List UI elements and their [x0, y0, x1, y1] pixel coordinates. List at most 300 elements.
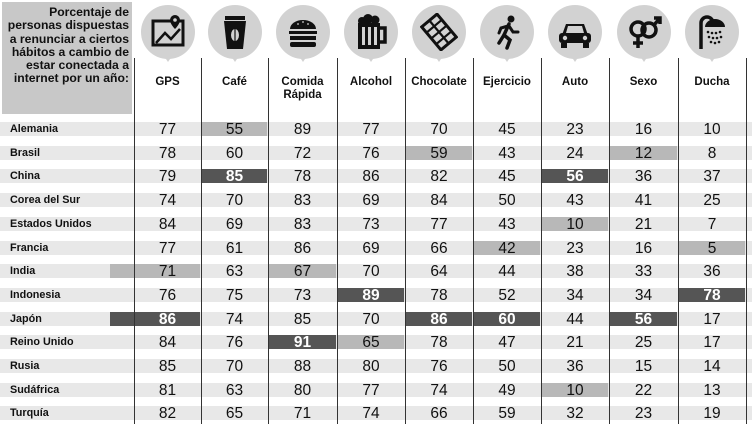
column-header-sexo [609, 0, 678, 118]
value-text: 89 [293, 121, 312, 138]
value-cell-gps [134, 379, 201, 403]
value-text: 75 [225, 286, 244, 304]
column-label: GPS [155, 76, 180, 88]
value-cell-ducha [678, 165, 746, 189]
value-cell-auto [541, 379, 609, 403]
value-text: 5 [707, 239, 717, 257]
column-label: Ejercicio [483, 76, 531, 88]
column-header-ejercicio [473, 0, 541, 118]
value-cell-alcohol [337, 118, 405, 142]
value-cell-alcohol [337, 402, 405, 426]
value-cell-comida-rapida [268, 189, 337, 213]
value-cell-ejercicio [473, 308, 541, 332]
value-text: 86 [362, 168, 380, 186]
value-cell-gps [134, 189, 201, 213]
value-text: 17 [703, 334, 721, 352]
value-text: 70 [225, 192, 244, 210]
value-cell-ejercicio [473, 189, 541, 213]
column-header-alcohol [337, 0, 405, 118]
value-cell-comida-rapida [268, 331, 337, 355]
value-cell-sexo [609, 308, 678, 332]
value-text: 91 [293, 334, 312, 352]
value-text: 60 [225, 144, 244, 162]
table-row [0, 331, 752, 355]
value-text: 10 [566, 381, 584, 399]
gender-symbols-icon [617, 5, 671, 59]
value-cell-chocolate [405, 379, 473, 403]
value-cell-comida-rapida [268, 118, 337, 142]
value-cell-sexo [609, 189, 678, 213]
value-text: 88 [293, 358, 312, 375]
value-text: 71 [293, 405, 312, 423]
value-cell-ducha [678, 118, 746, 142]
value-cell-cafe [201, 379, 268, 403]
value-cell-cafe [201, 213, 268, 237]
value-cell-cafe [201, 402, 268, 426]
value-cell-gps [134, 355, 201, 379]
value-text: 52 [498, 286, 516, 304]
value-text: 73 [362, 215, 380, 233]
value-cell-chocolate [405, 142, 473, 166]
value-text: 74 [430, 381, 448, 399]
value-cell-alcohol [337, 260, 405, 284]
value-text: 17 [703, 310, 721, 328]
value-text: 69 [362, 239, 380, 257]
table-row [0, 237, 752, 261]
value-cell-sexo [609, 379, 678, 403]
table-row [0, 118, 752, 142]
value-cell-alcohol [337, 331, 405, 355]
column-divider [678, 58, 679, 424]
value-text: 33 [634, 263, 653, 281]
value-text: 83 [293, 215, 312, 233]
value-text: 34 [566, 286, 584, 304]
table-row [0, 189, 752, 213]
column-divider [268, 58, 269, 424]
value-text: 43 [566, 192, 584, 210]
value-cell-ducha [678, 284, 746, 308]
value-text: 24 [566, 144, 584, 162]
value-cell-cafe [201, 237, 268, 261]
chart-title: Porcentaje de personas dispuestas a renunciar a ciertos hábitos a cambio de estar conectada a internet por un año: [2, 2, 132, 114]
value-cell-gps [134, 308, 201, 332]
value-cell-sexo [609, 355, 678, 379]
value-cell-sexo [609, 260, 678, 284]
country-label: Corea del Sur [10, 194, 81, 207]
value-cell-chocolate [405, 237, 473, 261]
value-text: 14 [703, 358, 721, 375]
value-text: 86 [430, 310, 448, 328]
value-text: 44 [498, 263, 516, 281]
value-cell-sexo [609, 331, 678, 355]
column-header-auto [541, 0, 609, 118]
table-row [0, 308, 752, 332]
country-label: Sudáfrica [10, 383, 60, 396]
value-text: 73 [293, 286, 312, 304]
value-cell-gps [134, 331, 201, 355]
column-header-gps [134, 0, 201, 118]
value-cell-ducha [678, 355, 746, 379]
running-person-icon [480, 5, 534, 59]
value-text: 80 [362, 358, 380, 375]
value-cell-alcohol [337, 165, 405, 189]
value-text: 89 [362, 286, 380, 304]
value-text: 65 [362, 334, 380, 352]
value-cell-auto [541, 165, 609, 189]
value-text: 32 [566, 405, 584, 423]
value-cell-chocolate [405, 213, 473, 237]
shower-icon [685, 5, 739, 59]
value-cell-ejercicio [473, 402, 541, 426]
value-text: 25 [703, 192, 721, 210]
value-text: 66 [430, 405, 448, 423]
column-label: Auto [561, 76, 589, 88]
value-text: 85 [158, 358, 177, 375]
value-text: 36 [566, 358, 584, 375]
value-text: 70 [430, 121, 448, 138]
value-cell-comida-rapida [268, 213, 337, 237]
value-text: 85 [293, 310, 312, 328]
column-label: Ducha [694, 76, 730, 88]
value-cell-ducha [678, 142, 746, 166]
value-text: 10 [566, 215, 584, 233]
value-text: 69 [225, 215, 244, 233]
value-cell-ducha [678, 189, 746, 213]
value-cell-alcohol [337, 213, 405, 237]
table-row [0, 260, 752, 284]
value-cell-chocolate [405, 189, 473, 213]
value-cell-cafe [201, 308, 268, 332]
column-label: Sexo [629, 76, 658, 88]
value-text: 37 [703, 168, 721, 186]
burger-icon [276, 5, 330, 59]
value-text: 78 [158, 144, 177, 162]
value-cell-sexo [609, 165, 678, 189]
value-text: 45 [498, 168, 516, 186]
value-text: 43 [498, 144, 516, 162]
value-text: 22 [634, 381, 653, 399]
value-text: 36 [634, 168, 653, 186]
value-cell-auto [541, 260, 609, 284]
value-cell-ducha [678, 331, 746, 355]
value-text: 84 [158, 334, 177, 352]
value-cell-alcohol [337, 142, 405, 166]
value-cell-cafe [201, 165, 268, 189]
value-text: 83 [293, 192, 312, 210]
column-label: Comida Rápida [281, 76, 324, 101]
value-cell-comida-rapida [268, 165, 337, 189]
value-cell-sexo [609, 284, 678, 308]
value-cell-auto [541, 118, 609, 142]
value-cell-chocolate [405, 118, 473, 142]
value-text: 86 [158, 310, 177, 328]
value-cell-alcohol [337, 379, 405, 403]
value-cell-sexo [609, 237, 678, 261]
column-label: Café [222, 76, 247, 88]
value-text: 49 [498, 381, 516, 399]
value-text: 23 [566, 121, 584, 138]
value-text: 85 [225, 168, 244, 186]
value-text: 10 [703, 121, 721, 138]
value-cell-comida-rapida [268, 402, 337, 426]
car-icon [548, 5, 602, 59]
value-text: 82 [158, 405, 177, 423]
value-text: 66 [430, 239, 448, 257]
value-text: 70 [225, 358, 244, 375]
beer-mug-icon [344, 5, 398, 59]
value-cell-cafe [201, 331, 268, 355]
country-label: Alemania [10, 123, 59, 135]
value-cell-chocolate [405, 402, 473, 426]
value-text: 41 [634, 192, 653, 210]
value-text: 45 [498, 121, 516, 138]
value-text: 77 [158, 121, 177, 138]
value-text: 76 [430, 358, 448, 375]
chocolate-bar-icon [412, 5, 466, 59]
value-text: 8 [707, 144, 717, 162]
value-cell-auto [541, 308, 609, 332]
value-text: 44 [566, 310, 584, 328]
value-cell-gps [134, 402, 201, 426]
column-label: Alcohol [349, 76, 393, 88]
value-text: 64 [430, 263, 448, 281]
value-cell-alcohol [337, 284, 405, 308]
value-cell-chocolate [405, 165, 473, 189]
value-text: 21 [634, 215, 653, 233]
value-cell-ejercicio [473, 142, 541, 166]
value-cell-cafe [201, 284, 268, 308]
value-text: 60 [498, 310, 516, 328]
value-text: 56 [566, 168, 584, 186]
column-divider [609, 58, 610, 424]
value-text: 56 [634, 310, 653, 328]
value-cell-sexo [609, 213, 678, 237]
value-cell-alcohol [337, 189, 405, 213]
value-cell-auto [541, 402, 609, 426]
value-cell-gps [134, 284, 201, 308]
value-text: 19 [703, 405, 721, 423]
value-cell-comida-rapida [268, 379, 337, 403]
value-text: 67 [293, 263, 312, 281]
country-label: Estados Unidos [10, 217, 92, 230]
highlight-max [110, 312, 200, 326]
value-text: 76 [362, 144, 380, 162]
value-text: 59 [430, 144, 448, 162]
value-text: 38 [566, 263, 584, 281]
value-cell-ducha [678, 308, 746, 332]
value-cell-gps [134, 142, 201, 166]
value-cell-chocolate [405, 284, 473, 308]
value-cell-cafe [201, 355, 268, 379]
value-cell-gps [134, 165, 201, 189]
column-divider [473, 58, 474, 424]
map-pin-icon [141, 5, 195, 59]
value-text: 16 [634, 121, 653, 138]
column-header-ducha [678, 0, 746, 118]
value-text: 77 [362, 121, 380, 138]
column-header-comida-rapida [268, 0, 337, 118]
value-cell-auto [541, 284, 609, 308]
value-text: 25 [634, 334, 653, 352]
value-text: 50 [498, 358, 516, 375]
value-text: 78 [430, 334, 448, 352]
value-cell-ejercicio [473, 213, 541, 237]
value-cell-sexo [609, 142, 678, 166]
value-cell-cafe [201, 118, 268, 142]
value-cell-ejercicio [473, 260, 541, 284]
value-text: 84 [158, 215, 177, 233]
value-cell-ejercicio [473, 237, 541, 261]
country-label: Turquía [10, 407, 49, 420]
value-cell-sexo [609, 118, 678, 142]
value-cell-comida-rapida [268, 355, 337, 379]
value-text: 82 [430, 168, 448, 186]
value-cell-ducha [678, 260, 746, 284]
highlight-min [110, 263, 200, 281]
value-text: 77 [362, 381, 380, 399]
value-cell-ducha [678, 379, 746, 403]
column-divider [134, 58, 135, 424]
country-label: Rusia [10, 360, 40, 372]
value-text: 59 [498, 405, 516, 423]
value-text: 13 [703, 381, 721, 399]
value-cell-alcohol [337, 237, 405, 261]
value-text: 65 [225, 405, 244, 423]
value-text: 79 [158, 168, 177, 186]
value-cell-auto [541, 189, 609, 213]
value-text: 74 [225, 310, 244, 328]
country-label: Reino Unido [10, 336, 74, 349]
table-row [0, 165, 752, 189]
value-cell-ejercicio [473, 379, 541, 403]
coffee-cup-icon [208, 5, 262, 59]
country-label: India [10, 265, 36, 278]
value-cell-sexo [609, 402, 678, 426]
value-text: 77 [158, 239, 177, 257]
value-text: 72 [293, 144, 312, 162]
value-cell-alcohol [337, 308, 405, 332]
value-cell-gps [134, 260, 201, 284]
column-divider [337, 58, 338, 424]
column-label: Chocolate [411, 76, 467, 88]
value-text: 78 [703, 286, 721, 304]
value-text: 50 [498, 192, 516, 210]
value-cell-auto [541, 142, 609, 166]
value-cell-chocolate [405, 331, 473, 355]
value-cell-ducha [678, 237, 746, 261]
value-cell-auto [541, 213, 609, 237]
table-row [0, 402, 752, 426]
value-cell-ejercicio [473, 284, 541, 308]
value-text: 76 [225, 334, 244, 352]
value-cell-gps [134, 213, 201, 237]
value-cell-comida-rapida [268, 237, 337, 261]
value-text: 69 [362, 192, 380, 210]
value-cell-cafe [201, 260, 268, 284]
value-text: 86 [293, 239, 312, 257]
value-text: 12 [634, 144, 653, 162]
value-text: 34 [634, 286, 653, 304]
table-row [0, 142, 752, 166]
value-cell-cafe [201, 142, 268, 166]
value-text: 16 [634, 239, 653, 257]
country-label: Japón [10, 312, 42, 325]
value-text: 80 [293, 381, 312, 399]
value-cell-comida-rapida [268, 284, 337, 308]
value-text: 21 [566, 334, 584, 352]
table-row [0, 284, 752, 308]
value-text: 55 [225, 121, 244, 138]
value-text: 47 [498, 334, 516, 352]
value-cell-auto [541, 237, 609, 261]
value-text: 77 [430, 215, 448, 233]
table-row [0, 379, 752, 403]
value-cell-alcohol [337, 355, 405, 379]
column-header-cafe [201, 0, 268, 118]
country-label: Indonesia [10, 288, 61, 301]
value-text: 43 [498, 215, 516, 233]
value-text: 78 [430, 286, 448, 304]
table-row [0, 355, 752, 379]
value-text: 74 [158, 192, 177, 210]
value-cell-cafe [201, 189, 268, 213]
value-cell-ducha [678, 213, 746, 237]
column-divider [541, 58, 542, 424]
value-text: 23 [634, 405, 653, 423]
value-text: 84 [430, 192, 448, 210]
column-divider [746, 58, 747, 424]
value-text: 63 [225, 381, 244, 399]
country-label: Francia [10, 241, 49, 254]
value-cell-ejercicio [473, 331, 541, 355]
column-divider [405, 58, 406, 424]
value-text: 15 [634, 358, 653, 375]
value-text: 70 [362, 310, 380, 328]
value-text: 63 [225, 263, 244, 281]
value-cell-gps [134, 118, 201, 142]
value-text: 71 [158, 263, 177, 281]
value-text: 23 [566, 239, 584, 257]
value-text: 78 [293, 168, 312, 186]
column-header-chocolate [405, 0, 473, 118]
value-text: 61 [225, 239, 244, 257]
value-cell-auto [541, 355, 609, 379]
value-cell-ducha [678, 402, 746, 426]
value-cell-chocolate [405, 355, 473, 379]
value-cell-ejercicio [473, 355, 541, 379]
value-cell-gps [134, 237, 201, 261]
value-text: 7 [707, 215, 717, 233]
value-cell-comida-rapida [268, 260, 337, 284]
value-cell-comida-rapida [268, 142, 337, 166]
value-cell-chocolate [405, 308, 473, 332]
value-text: 76 [158, 286, 177, 304]
value-cell-auto [541, 331, 609, 355]
value-text: 81 [158, 381, 177, 399]
table-row [0, 213, 752, 237]
country-label: Brasil [10, 146, 41, 159]
value-cell-chocolate [405, 260, 473, 284]
value-text: 74 [362, 405, 380, 423]
value-cell-ejercicio [473, 165, 541, 189]
value-text: 36 [703, 263, 721, 281]
value-text: 70 [362, 263, 380, 281]
value-text: 42 [498, 239, 516, 257]
value-cell-comida-rapida [268, 308, 337, 332]
country-label: China [10, 170, 40, 183]
column-divider [201, 58, 202, 424]
value-cell-ejercicio [473, 118, 541, 142]
